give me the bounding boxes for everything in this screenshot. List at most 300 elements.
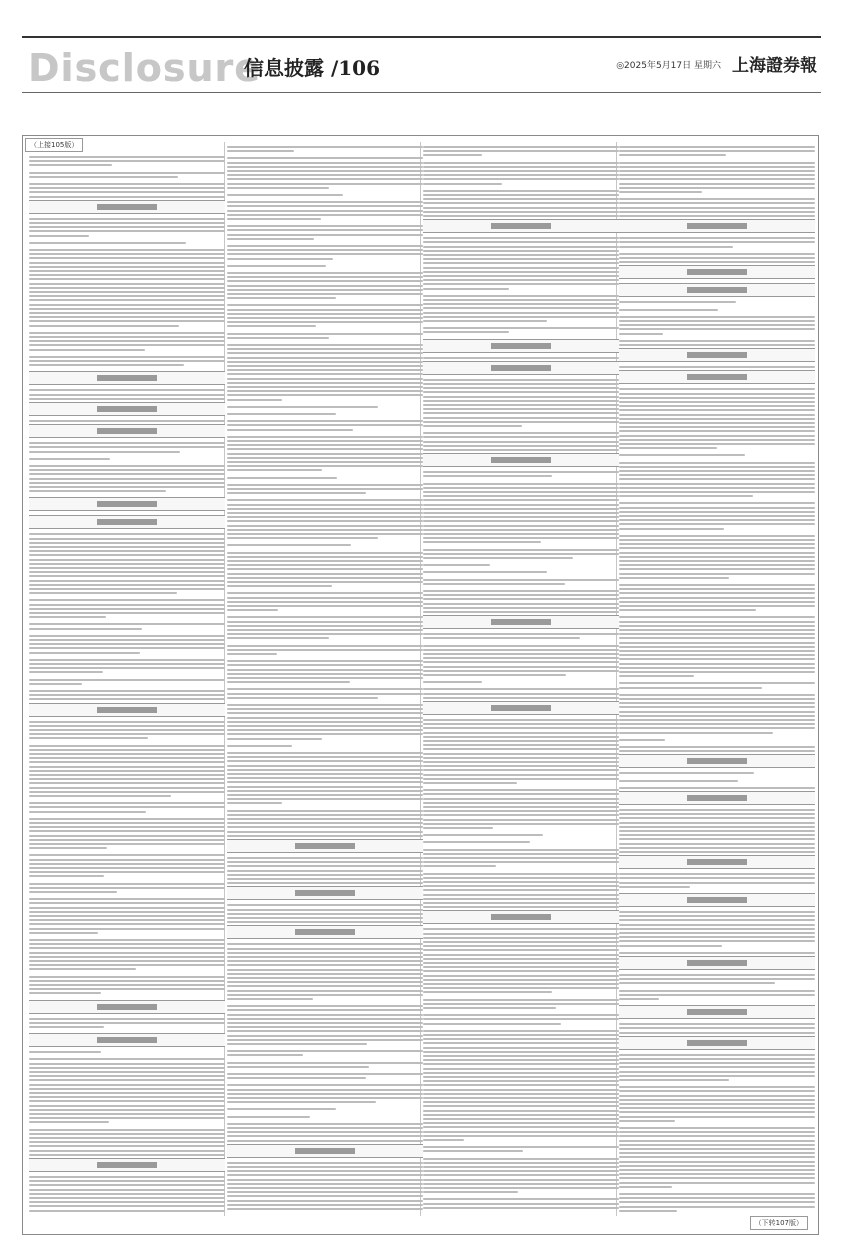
section-heading-text — [97, 406, 157, 412]
text-line — [227, 352, 423, 354]
text-line — [29, 795, 171, 797]
masthead — [22, 44, 821, 92]
text-line — [227, 568, 423, 570]
text-line — [423, 404, 619, 406]
section-heading — [619, 855, 815, 869]
text-line — [29, 749, 225, 751]
text-line — [29, 725, 225, 727]
text-line — [619, 694, 815, 696]
text-line — [227, 162, 423, 164]
brand-wordmark: Disclosure — [28, 46, 262, 90]
text-line — [423, 761, 619, 763]
text-line — [619, 633, 815, 635]
text-line — [29, 968, 136, 970]
text-line — [423, 594, 619, 596]
text-line — [423, 1122, 619, 1124]
text-line — [29, 1018, 225, 1020]
text-line — [619, 851, 815, 853]
text-line — [227, 194, 343, 196]
text-line — [227, 917, 423, 919]
text-line — [227, 166, 423, 168]
text-line — [29, 854, 225, 856]
text-line — [619, 1107, 815, 1109]
section-heading-text — [687, 859, 747, 865]
text-line — [227, 293, 423, 295]
text-line — [619, 915, 815, 917]
text-line — [423, 1170, 619, 1172]
text-line — [227, 708, 423, 710]
text-line — [29, 533, 225, 535]
text-line — [29, 976, 225, 978]
text-line — [29, 604, 225, 606]
text-line — [227, 592, 423, 594]
text-line — [29, 187, 225, 189]
text-line — [29, 253, 225, 255]
text-line — [29, 671, 103, 673]
text-line — [423, 499, 619, 501]
text-line — [619, 491, 815, 493]
text-line — [29, 659, 225, 661]
text-line — [619, 1058, 815, 1060]
text-line — [619, 487, 815, 489]
text-line — [227, 378, 423, 380]
text-line — [423, 740, 619, 742]
text-line — [619, 592, 815, 594]
text-line — [423, 1166, 619, 1168]
text-line — [227, 537, 378, 539]
text-line — [423, 688, 619, 690]
text-line — [423, 357, 619, 359]
text-line — [29, 316, 225, 318]
text-line — [423, 258, 619, 260]
text-line — [227, 681, 350, 683]
section-heading — [619, 1036, 815, 1050]
text-line — [619, 519, 815, 521]
text-line — [619, 191, 702, 193]
text-line — [619, 945, 722, 947]
text-line — [619, 301, 736, 303]
text-line — [619, 924, 815, 926]
text-line — [619, 320, 815, 322]
text-line — [423, 1038, 619, 1040]
text-line — [29, 1067, 225, 1069]
text-line — [619, 577, 729, 579]
text-line — [423, 583, 565, 585]
text-line — [423, 723, 619, 725]
text-line — [619, 609, 756, 611]
text-line — [227, 773, 423, 775]
section-heading-text — [687, 758, 747, 764]
text-line — [227, 440, 423, 442]
text-line — [619, 333, 663, 335]
text-line — [619, 727, 815, 729]
text-line — [29, 843, 225, 845]
text-line — [619, 515, 815, 517]
text-line — [227, 337, 329, 339]
text-line — [29, 389, 225, 391]
text-line — [423, 778, 619, 780]
text-line — [227, 245, 423, 247]
top-bar — [0, 0, 843, 38]
text-line — [227, 146, 423, 148]
section-heading — [619, 893, 815, 907]
text-line — [423, 288, 509, 290]
text-line — [227, 461, 423, 463]
text-line — [227, 280, 423, 282]
text-line — [619, 838, 815, 840]
text-line — [619, 207, 815, 209]
text-line — [423, 162, 619, 164]
text-line — [423, 802, 619, 804]
text-line — [29, 612, 225, 614]
text-line — [619, 682, 815, 684]
text-line — [227, 1009, 423, 1011]
text-line — [619, 1173, 815, 1175]
text-line — [29, 1100, 225, 1102]
text-line — [29, 360, 225, 362]
text-line — [227, 964, 423, 966]
text-line — [227, 304, 423, 306]
text-line — [423, 906, 619, 908]
text-line — [29, 274, 225, 276]
text-line — [227, 814, 423, 816]
section-heading-text — [687, 352, 747, 358]
text-line — [619, 511, 815, 513]
text-line — [619, 166, 815, 168]
text-line — [29, 469, 225, 471]
text-line — [619, 388, 815, 390]
text-line — [227, 1101, 376, 1103]
text-line — [423, 1084, 619, 1086]
text-line — [227, 150, 294, 152]
text-column-2 — [227, 142, 423, 1216]
text-line — [227, 660, 423, 662]
text-line — [619, 535, 815, 537]
text-line — [227, 669, 423, 671]
text-line — [29, 694, 225, 696]
text-line — [29, 1189, 225, 1191]
text-line — [29, 1184, 225, 1186]
text-line — [29, 257, 225, 259]
text-line — [423, 417, 619, 419]
text-line — [29, 729, 225, 731]
text-line — [423, 475, 552, 477]
text-line — [29, 1154, 225, 1156]
text-line — [29, 721, 225, 723]
text-line — [423, 744, 619, 746]
text-line — [227, 1062, 423, 1064]
text-line — [29, 733, 225, 735]
text-line — [619, 316, 815, 318]
text-line — [227, 786, 423, 788]
announcement-frame — [22, 135, 819, 1235]
text-line — [423, 1076, 619, 1078]
text-line — [29, 847, 107, 849]
text-line — [423, 611, 619, 613]
text-line — [423, 537, 619, 539]
text-line — [619, 344, 815, 346]
text-line — [423, 983, 619, 985]
text-line — [227, 174, 423, 176]
text-line — [619, 928, 815, 930]
text-line — [29, 312, 225, 314]
text-line — [29, 1121, 109, 1123]
text-line — [227, 297, 336, 299]
text-line — [227, 1030, 423, 1032]
text-line — [227, 285, 423, 287]
text-line — [619, 882, 815, 884]
text-line — [29, 1026, 104, 1028]
text-line — [29, 1084, 225, 1086]
section-heading — [619, 956, 815, 970]
text-line — [29, 320, 225, 322]
text-line — [29, 818, 225, 820]
text-line — [619, 978, 815, 980]
text-line — [423, 810, 619, 812]
text-line — [29, 584, 225, 586]
text-line — [227, 448, 423, 450]
text-line — [423, 853, 619, 855]
text-line — [619, 715, 815, 717]
text-line — [29, 1201, 225, 1203]
text-line — [227, 990, 423, 992]
text-line — [29, 270, 225, 272]
text-line — [227, 1131, 423, 1133]
text-line — [29, 446, 225, 448]
text-line — [423, 1072, 619, 1074]
text-line — [423, 320, 547, 322]
text-line — [227, 981, 423, 983]
text-line — [423, 774, 619, 776]
text-line — [619, 211, 815, 213]
text-line — [227, 577, 423, 579]
text-line — [619, 1099, 815, 1101]
text-line — [227, 436, 423, 438]
text-line — [227, 621, 423, 623]
text-line — [619, 772, 754, 774]
text-line — [423, 396, 619, 398]
text-line — [619, 539, 815, 541]
text-line — [423, 590, 619, 592]
text-line — [29, 588, 225, 590]
section-heading — [423, 339, 619, 353]
text-line — [423, 861, 619, 863]
text-line — [29, 222, 225, 224]
text-line — [29, 283, 225, 285]
text-line — [423, 436, 619, 438]
text-line — [423, 645, 619, 647]
text-line — [423, 303, 619, 305]
text-line — [619, 309, 718, 311]
section-heading — [227, 925, 423, 939]
text-line — [619, 397, 815, 399]
text-line — [423, 727, 619, 729]
text-line — [619, 1062, 815, 1064]
text-line — [619, 470, 815, 472]
text-line — [619, 1120, 675, 1122]
text-column-1 — [29, 142, 225, 1216]
text-line — [423, 299, 619, 301]
text-line — [423, 1198, 619, 1200]
text-line — [227, 857, 423, 859]
continued-to-label: （下转107版） — [750, 1216, 808, 1230]
text-line — [227, 1170, 423, 1172]
text-line — [423, 1097, 619, 1099]
text-line — [423, 753, 619, 755]
text-line — [227, 1191, 423, 1193]
text-line — [619, 1210, 677, 1212]
text-line — [423, 1047, 619, 1049]
text-line — [423, 1135, 619, 1137]
text-line — [619, 1023, 815, 1025]
text-line — [423, 283, 619, 285]
text-line — [619, 1186, 672, 1188]
text-line — [423, 1055, 619, 1057]
text-line — [227, 484, 423, 486]
text-line — [29, 538, 225, 540]
text-line — [619, 178, 815, 180]
text-line — [227, 249, 423, 251]
text-line — [619, 483, 815, 485]
text-line — [227, 373, 423, 375]
text-line — [29, 398, 225, 400]
text-line — [227, 272, 423, 274]
text-line — [29, 356, 225, 358]
text-line — [227, 597, 423, 599]
text-line — [29, 902, 225, 904]
text-line — [423, 383, 619, 385]
text-line — [423, 408, 619, 410]
text-line — [227, 745, 292, 747]
text-line — [227, 645, 423, 647]
text-line — [619, 940, 815, 942]
text-line — [619, 1032, 815, 1034]
text-line — [619, 588, 815, 590]
text-line — [227, 512, 423, 514]
text-line — [29, 667, 225, 669]
text-line — [423, 194, 619, 196]
text-line — [227, 289, 423, 291]
text-line — [227, 361, 423, 363]
text-line — [619, 822, 815, 824]
text-line — [29, 230, 225, 232]
text-line — [29, 757, 225, 759]
text-line — [423, 579, 619, 581]
text-line — [29, 635, 225, 637]
text-line — [423, 987, 619, 989]
section-heading-text — [97, 1004, 157, 1010]
section-heading — [619, 283, 815, 297]
text-line — [227, 469, 322, 471]
text-line — [29, 830, 225, 832]
text-line — [227, 504, 423, 506]
text-line — [423, 975, 619, 977]
text-line — [29, 787, 225, 789]
text-line — [423, 170, 619, 172]
text-line — [423, 391, 619, 393]
text-line — [619, 447, 717, 449]
text-line — [29, 683, 82, 685]
text-line — [29, 663, 225, 665]
text-line — [29, 822, 225, 824]
text-line — [29, 778, 225, 780]
text-line — [227, 276, 423, 278]
text-line — [619, 454, 745, 456]
section-heading-text — [97, 1037, 157, 1043]
text-line — [423, 782, 517, 784]
text-line — [423, 327, 619, 329]
text-line — [619, 809, 815, 811]
text-line — [227, 781, 423, 783]
text-line — [227, 969, 423, 971]
text-line — [29, 571, 225, 573]
text-line — [423, 412, 619, 414]
text-line — [423, 254, 619, 256]
text-line — [227, 313, 423, 315]
text-line — [227, 752, 423, 754]
text-line — [227, 321, 423, 323]
text-line — [423, 241, 619, 243]
text-line — [423, 765, 619, 767]
text-line — [227, 653, 277, 655]
text-line — [619, 932, 815, 934]
text-line — [227, 394, 423, 396]
text-line — [619, 1111, 815, 1113]
text-line — [423, 1023, 561, 1025]
text-line — [227, 948, 423, 950]
text-line — [29, 802, 225, 804]
text-line — [619, 215, 815, 217]
text-line — [29, 770, 225, 772]
text-line — [619, 547, 815, 549]
text-line — [227, 333, 423, 335]
text-line — [29, 599, 225, 601]
text-line — [227, 1162, 423, 1164]
text-line — [619, 435, 815, 437]
section-heading-text — [97, 519, 157, 525]
text-line — [423, 202, 619, 204]
text-line — [227, 465, 423, 467]
text-line — [29, 947, 225, 949]
text-line — [423, 1118, 619, 1120]
text-line — [29, 262, 225, 264]
text-line — [619, 1152, 815, 1154]
text-line — [29, 308, 225, 310]
text-line — [423, 1042, 619, 1044]
text-line — [619, 405, 815, 407]
text-line — [227, 794, 423, 796]
text-line — [29, 164, 112, 166]
text-line — [227, 1183, 423, 1185]
text-line — [227, 874, 423, 876]
text-line — [29, 478, 225, 480]
text-line — [619, 746, 815, 748]
text-line — [619, 739, 665, 741]
text-line — [29, 928, 225, 930]
text-line — [619, 257, 815, 259]
text-line — [423, 937, 619, 939]
text-line — [619, 667, 815, 669]
text-line — [619, 702, 815, 704]
text-lines — [619, 142, 815, 1216]
text-line — [227, 1123, 423, 1125]
text-line — [227, 998, 313, 1000]
text-line — [619, 654, 815, 656]
text-line — [29, 218, 225, 220]
text-line — [423, 520, 619, 522]
text-line — [423, 732, 619, 734]
text-line — [619, 1066, 815, 1068]
